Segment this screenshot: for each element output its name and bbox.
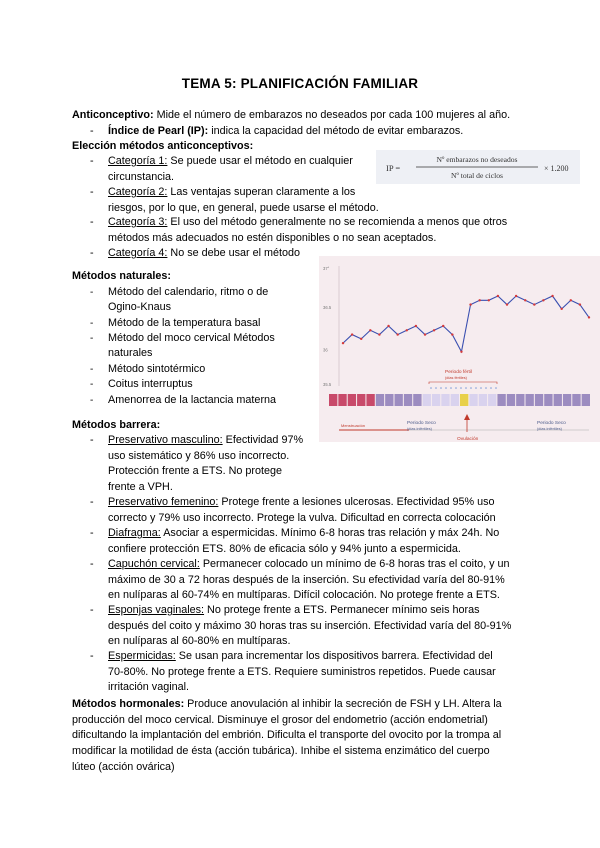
cat2-item [108, 185, 508, 216]
dash-marker: - [90, 216, 94, 228]
cycle-day-cell [329, 394, 337, 406]
ev-text-2: después del coito y máximo 30 horas tras su inserción. Efectividad varía del 80-91% [108, 619, 512, 632]
dry-sublabel-2: (días infértiles) [537, 427, 562, 431]
dash-marker: - [90, 434, 94, 446]
natural-item: Método sintotérmico [108, 363, 206, 375]
cycle-day-cell [366, 394, 374, 406]
cc-text: Permanecer colocado un mínimo de 6-8 horas tras el coito, y un [199, 558, 510, 570]
preservativo-masculino-item [108, 433, 323, 495]
di-label: Diafragma: [108, 527, 161, 539]
cc-label: Capuchón cervical: [108, 558, 200, 570]
temperature-point [342, 342, 344, 344]
cycle-day-cell [563, 394, 571, 406]
temperature-point [378, 333, 380, 335]
temperature-point [497, 295, 499, 297]
es-label: Espermicidas: [108, 650, 176, 662]
ovulation-label: Ovulación [457, 437, 479, 442]
hormonales-text-2: producción del moco cervical. Disminuye el grosor del endometrio (acción endometrial) [72, 713, 488, 726]
dash-marker: - [90, 558, 94, 570]
natural-item-cont: Ogino-Knaus [108, 301, 172, 313]
temperature-point [351, 333, 353, 335]
mucus-marker [430, 387, 432, 389]
page-title: TEMA 5: PLANIFICACIÓN FAMILIAR [181, 76, 419, 91]
temperature-point [406, 329, 408, 331]
temperature-point [560, 308, 562, 310]
cycle-day-cell [423, 394, 431, 406]
cc-text-2: máximo de 30 a 72 horas después de la inserción. Su efectividad varía del 80-91% [108, 573, 505, 586]
temperature-point [387, 325, 389, 327]
pearl-label: Índice de Pearl (IP): [108, 125, 209, 137]
cycle-day-cell [582, 394, 590, 406]
preservativo-femenino-item [108, 495, 598, 526]
dry-sublabel-1: (días infértiles) [407, 427, 432, 431]
temperature-point [478, 299, 480, 301]
formula-rhs: × 1.200 [544, 164, 569, 173]
hormonales-text-5: lúteo (acción ovárica) [72, 760, 175, 773]
cat1-text-2: circunstancia. [108, 170, 175, 183]
anticonceptivo-label: Anticonceptivo: [72, 109, 154, 121]
formula-numerator: Nº embarazos no deseados [436, 155, 518, 164]
pm-text-3: Protección frente a ETS. No protege [108, 465, 283, 477]
di-text-2: confiere protección ETS. 80% de eficacia sólo y 94% junto a espermicida. [108, 542, 461, 555]
cycle-day-cell [469, 394, 477, 406]
temperature-point [415, 325, 417, 327]
cycle-day-cell [526, 394, 534, 406]
cycle-day-cell [348, 394, 356, 406]
di-text: Asociar a espermicidas. Mínimo 6-8 horas tras relación y máx 24h. No [160, 527, 500, 539]
temperature-point [551, 295, 553, 297]
cycle-day-cell [544, 394, 552, 406]
cat3-label: Categoría 3: [108, 216, 168, 228]
naturales-heading: Métodos naturales: [72, 270, 171, 282]
temperature-point [433, 329, 435, 331]
cycle-day-cell [507, 394, 515, 406]
anticonceptivo-line [72, 108, 592, 124]
bullet-marker: - [90, 333, 94, 344]
es-text-2: 70-80%. No protege frente a ETS. Requiere suministros repetidos. Puede causar [108, 665, 496, 678]
eleccion-heading: Elección métodos anticonceptivos: [72, 140, 254, 152]
temperature-point [588, 316, 590, 318]
esponjas-item [108, 603, 598, 650]
ev-label: Esponjas vaginales: [108, 604, 205, 616]
capuchon-item [108, 557, 598, 604]
dash-marker: - [90, 650, 94, 662]
cat3-text: El uso del método generalmente no se recomienda a menos que otros [167, 216, 508, 228]
hormonales-text-4: modificar la motilidad de ésta (acción tubárica). Inhibe el sistema enzimático del cuerpo [72, 745, 490, 758]
cycle-day-cell [497, 394, 505, 406]
cat2-text: Las ventajas superan claramente a los [167, 186, 356, 198]
basal-temperature-chart [319, 256, 600, 442]
pearl-text: indica la capacidad del método de evitar embarazos. [208, 125, 464, 137]
temperature-point [369, 329, 371, 331]
cycle-day-cell [376, 394, 384, 406]
pearl-line [108, 124, 588, 140]
cat2-label: Categoría 2: [108, 186, 168, 198]
bullet-marker: - [90, 287, 94, 298]
formula-denominator: Nº total de ciclos [451, 171, 503, 180]
cat4-text: No se debe usar el método [167, 247, 301, 259]
temperature-point [460, 351, 462, 353]
mucus-marker [450, 387, 452, 389]
formula-lhs: IP = [386, 163, 401, 173]
dash-marker: - [90, 125, 94, 137]
cycle-day-cell [432, 394, 440, 406]
mucus-marker [445, 387, 447, 389]
chart-svg [319, 256, 600, 442]
cycle-day-cell [535, 394, 543, 406]
ev-text: No protege frente a ETS. Permanecer mínimo seis horas [204, 604, 480, 616]
pf-text: Protege frente a lesiones ulcerosas. Efectividad 95% uso [218, 496, 495, 508]
mucus-marker [495, 387, 497, 389]
pf-label: Preservativo femenino: [108, 496, 219, 508]
temperature-series-line [343, 296, 589, 352]
temperature-point [579, 303, 581, 305]
mucus-marker [490, 387, 492, 389]
mucus-marker [455, 387, 457, 389]
mucus-marker [470, 387, 472, 389]
cat4-label: Categoría 4: [108, 247, 168, 259]
mucus-marker [465, 387, 467, 389]
diafragma-item [108, 526, 598, 557]
dash-marker: - [90, 186, 94, 198]
y-tick-label: 37° [323, 266, 330, 271]
natural-item: Método de la temperatura basal [108, 317, 261, 329]
ovulation-arrow [464, 414, 470, 420]
hormonales-paragraph [72, 697, 597, 776]
pf-text-2: correcto y 79% uso incorrecto. Protege la vulva. Dificultad en correcta colocación [108, 511, 496, 524]
temperature-point [360, 338, 362, 340]
mucus-marker [475, 387, 477, 389]
cycle-day-cell [554, 394, 562, 406]
dash-marker: - [90, 155, 94, 167]
cycle-day-cell [338, 394, 346, 406]
pm-text-2: uso sistemático y 86% uso incorrecto. [108, 449, 290, 462]
pearl-formula-svg [376, 150, 580, 184]
cat1-text: Se puede usar el método en cualquier [167, 155, 353, 167]
mucus-marker [485, 387, 487, 389]
cc-text-3: en nulíparas al 60-74% en multíparas. Difícil colocación. No protege frente a ETS. [108, 589, 500, 601]
natural-item-cont: naturales [108, 347, 153, 359]
temperature-point [469, 303, 471, 305]
cycle-day-cell [413, 394, 421, 406]
hormonales-label: Métodos hormonales: [72, 698, 185, 710]
dash-marker: - [90, 604, 94, 616]
espermicidas-item [108, 649, 598, 696]
cycle-day-cell [479, 394, 487, 406]
fertile-sublabel: (días fértiles) [445, 376, 467, 380]
temperature-point [506, 303, 508, 305]
mucus-marker [480, 387, 482, 389]
mucus-marker [460, 387, 462, 389]
cycle-day-cell [460, 394, 468, 406]
natural-item: Método del moco cervical Métodos [108, 332, 275, 344]
menstruation-label: Menstruación [341, 423, 366, 428]
natural-item: Método del calendario, ritmo o de [108, 286, 269, 298]
hormonales-text-3: dificultando la implantación del embrión. Dificulta el transporte del ovocito por la trompa al [72, 729, 502, 742]
dash-marker: - [90, 496, 94, 508]
temperature-point [524, 299, 526, 301]
y-tick-label: 36.5 [323, 304, 332, 310]
temperature-point [542, 299, 544, 301]
cat1-label: Categoría 1: [108, 155, 168, 167]
anticonceptivo-text: Mide el número de embarazos no deseados por cada 100 mujeres al año. [153, 109, 511, 121]
y-tick-label: 35.5 [323, 382, 332, 387]
temperature-point [488, 299, 490, 301]
cycle-day-cell [516, 394, 524, 406]
es-text-3: irritación vaginal. [108, 681, 190, 693]
temperature-point [396, 333, 398, 335]
cat1-item [108, 154, 378, 185]
fertile-label: Periodo fértil [445, 370, 472, 375]
pm-label: Preservativo masculino: [108, 434, 223, 446]
cycle-day-cell [441, 394, 449, 406]
barrera-heading: Métodos barrera: [72, 419, 161, 431]
cat3-item [108, 215, 598, 246]
cat2-text-2: riesgos, por lo que, en general, puede usarse el método. [108, 201, 379, 214]
temperature-point [442, 325, 444, 327]
ev-text-3: en nulíparas al 60-80% en multíparas. [108, 635, 291, 647]
pm-text: Efectividad 97% [222, 434, 304, 446]
pearl-formula [376, 150, 580, 184]
dry-label-1: Periodo Seco [407, 421, 436, 426]
temperature-point [451, 333, 453, 335]
hormonales-text: Produce anovulación al inhibir la secreción de FSH y LH. Altera la [184, 698, 502, 710]
cycle-day-cell [451, 394, 459, 406]
bullet-marker: - [90, 379, 94, 390]
cycle-day-cell [404, 394, 412, 406]
mucus-marker [435, 387, 437, 389]
natural-item: Coitus interruptus [108, 378, 193, 390]
dry-label-2: Periodo Seco [537, 421, 566, 426]
natural-item: Amenorrea de la lactancia materna [108, 394, 277, 406]
cycle-day-cell [488, 394, 496, 406]
cycle-day-cell [357, 394, 365, 406]
cycle-day-cell [572, 394, 580, 406]
dash-marker: - [90, 527, 94, 539]
temperature-point [570, 299, 572, 301]
bullet-marker: - [90, 364, 94, 375]
fertile-bracket [429, 382, 497, 384]
temperature-point [515, 295, 517, 297]
cycle-day-cell [385, 394, 393, 406]
bullet-marker: - [90, 318, 94, 329]
es-text: Se usan para incrementar los dispositivos barrera. Efectividad del [175, 650, 493, 662]
temperature-point [533, 303, 535, 305]
mucus-marker [440, 387, 442, 389]
cycle-day-cell [395, 394, 403, 406]
dash-marker: - [90, 247, 94, 259]
cat3-text-2: métodos más adecuados no estén disponibles o no sean aceptados. [108, 231, 437, 244]
y-tick-label: 36 [323, 347, 328, 353]
bullet-marker: - [90, 395, 94, 406]
temperature-point [424, 333, 426, 335]
pm-text-4: frente a VPH. [108, 480, 173, 493]
